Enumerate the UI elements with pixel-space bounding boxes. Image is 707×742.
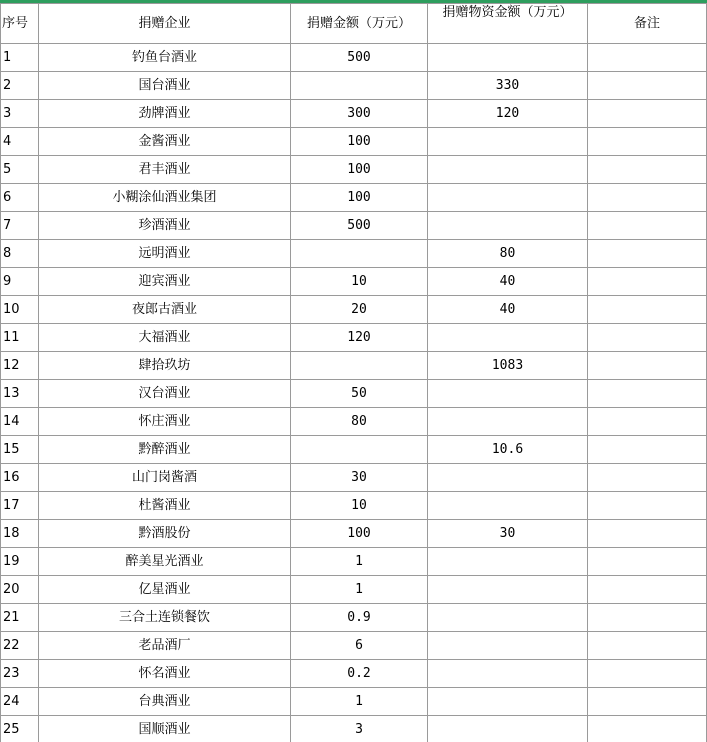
cell-note[interactable]: [588, 268, 707, 296]
cell-serial-number[interactable]: 12: [1, 352, 39, 380]
cell-serial-number[interactable]: 2: [1, 72, 39, 100]
cell-note[interactable]: [588, 604, 707, 632]
table-row: [1, 72, 707, 100]
cell-enterprise[interactable]: 迎宾酒业: [39, 268, 291, 296]
table-row: [1, 352, 707, 380]
table-row: [1, 436, 707, 464]
cell-material-amount[interactable]: [428, 604, 588, 632]
table-row: [1, 128, 707, 156]
cell-donation-amount[interactable]: [291, 240, 428, 268]
cell-material-amount[interactable]: [428, 184, 588, 212]
cell-serial-number[interactable]: 3: [1, 100, 39, 128]
cell-material-amount[interactable]: 40: [428, 296, 588, 324]
cell-note[interactable]: [588, 688, 707, 716]
cell-material-amount[interactable]: [428, 128, 588, 156]
cell-serial-number[interactable]: 15: [1, 436, 39, 464]
cell-donation-amount[interactable]: 10: [291, 268, 428, 296]
cell-note[interactable]: [588, 212, 707, 240]
cell-enterprise[interactable]: 汉台酒业: [39, 380, 291, 408]
cell-note[interactable]: [588, 576, 707, 604]
cell-donation-amount[interactable]: 50: [291, 380, 428, 408]
cell-serial-number[interactable]: 13: [1, 380, 39, 408]
cell-serial-number[interactable]: 25: [1, 716, 39, 742]
table-row: [1, 212, 707, 240]
table-row: [1, 604, 707, 632]
table-row: [1, 268, 707, 296]
cell-enterprise[interactable]: 夜郎古酒业: [39, 296, 291, 324]
cell-note[interactable]: [588, 296, 707, 324]
table-row: [1, 632, 707, 660]
table-row: [1, 576, 707, 604]
cell-serial-number[interactable]: 8: [1, 240, 39, 268]
cell-donation-amount[interactable]: 3: [291, 716, 428, 742]
cell-material-amount[interactable]: [428, 464, 588, 492]
cell-enterprise[interactable]: 杜酱酒业: [39, 492, 291, 520]
table-header: [1, 4, 707, 44]
cell-serial-number[interactable]: 6: [1, 184, 39, 212]
cell-enterprise[interactable]: 醉美星光酒业: [39, 548, 291, 576]
table-row: [1, 380, 707, 408]
table-row: [1, 100, 707, 128]
cell-material-amount[interactable]: 10.6: [428, 436, 588, 464]
cell-material-amount[interactable]: 40: [428, 268, 588, 296]
table-row: [1, 688, 707, 716]
table-row: [1, 660, 707, 688]
cell-enterprise[interactable]: 台典酒业: [39, 688, 291, 716]
cell-note[interactable]: [588, 436, 707, 464]
cell-donation-amount[interactable]: 10: [291, 492, 428, 520]
cell-enterprise[interactable]: 劲牌酒业: [39, 100, 291, 128]
cell-serial-number[interactable]: 22: [1, 632, 39, 660]
cell-note[interactable]: [588, 240, 707, 268]
cell-material-amount[interactable]: [428, 548, 588, 576]
cell-serial-number[interactable]: 4: [1, 128, 39, 156]
header-note[interactable]: 备注: [588, 4, 707, 44]
cell-material-amount[interactable]: [428, 408, 588, 436]
cell-enterprise[interactable]: 小糊涂仙酒业集团: [39, 184, 291, 212]
cell-enterprise[interactable]: 珍酒酒业: [39, 212, 291, 240]
cell-material-amount[interactable]: [428, 632, 588, 660]
cell-enterprise[interactable]: 三合土连锁餐饮: [39, 604, 291, 632]
cell-serial-number[interactable]: 10: [1, 296, 39, 324]
table-row: [1, 324, 707, 352]
cell-serial-number[interactable]: 16: [1, 464, 39, 492]
cell-note[interactable]: [588, 492, 707, 520]
table-row: [1, 492, 707, 520]
cell-enterprise[interactable]: 亿星酒业: [39, 576, 291, 604]
cell-material-amount[interactable]: [428, 156, 588, 184]
cell-material-amount[interactable]: [428, 688, 588, 716]
cell-donation-amount[interactable]: [291, 72, 428, 100]
cell-note[interactable]: [588, 660, 707, 688]
cell-material-amount[interactable]: [428, 212, 588, 240]
cell-serial-number[interactable]: 7: [1, 212, 39, 240]
cell-enterprise[interactable]: 怀庄酒业: [39, 408, 291, 436]
cell-donation-amount[interactable]: 120: [291, 324, 428, 352]
table-row: [1, 548, 707, 576]
cell-note[interactable]: [588, 100, 707, 128]
cell-note[interactable]: [588, 464, 707, 492]
table-row: [1, 716, 707, 742]
cell-donation-amount[interactable]: [291, 436, 428, 464]
cell-material-amount[interactable]: 330: [428, 72, 588, 100]
cell-donation-amount[interactable]: 1: [291, 576, 428, 604]
cell-serial-number[interactable]: 21: [1, 604, 39, 632]
header-enterprise[interactable]: 捐赠企业: [39, 4, 291, 44]
cell-material-amount[interactable]: 120: [428, 100, 588, 128]
cell-donation-amount[interactable]: [291, 352, 428, 380]
cell-material-amount[interactable]: [428, 716, 588, 742]
cell-enterprise[interactable]: 大福酒业: [39, 324, 291, 352]
cell-donation-amount[interactable]: 100: [291, 184, 428, 212]
cell-material-amount[interactable]: [428, 576, 588, 604]
table-row: [1, 156, 707, 184]
cell-donation-amount[interactable]: 20: [291, 296, 428, 324]
cell-material-amount[interactable]: [428, 44, 588, 72]
table-row: [1, 184, 707, 212]
cell-note[interactable]: [588, 380, 707, 408]
cell-material-amount[interactable]: [428, 660, 588, 688]
cell-note[interactable]: [588, 632, 707, 660]
cell-donation-amount[interactable]: 500: [291, 44, 428, 72]
cell-note[interactable]: [588, 548, 707, 576]
table-row: [1, 44, 707, 72]
cell-enterprise[interactable]: 肆拾玖坊: [39, 352, 291, 380]
cell-note[interactable]: [588, 324, 707, 352]
cell-note[interactable]: [588, 716, 707, 742]
cell-donation-amount[interactable]: 1: [291, 688, 428, 716]
cell-note[interactable]: [588, 44, 707, 72]
cell-note[interactable]: [588, 128, 707, 156]
cell-enterprise[interactable]: 金酱酒业: [39, 128, 291, 156]
header-material-amount[interactable]: 捐赠物资金额（万元）: [428, 4, 588, 44]
cell-note[interactable]: [588, 520, 707, 548]
cell-enterprise[interactable]: 老品酒厂: [39, 632, 291, 660]
cell-note[interactable]: [588, 184, 707, 212]
cell-serial-number[interactable]: 23: [1, 660, 39, 688]
cell-serial-number[interactable]: 17: [1, 492, 39, 520]
table-row: [1, 240, 707, 268]
header-donation-amount[interactable]: 捐赠金额（万元）: [291, 4, 428, 44]
cell-enterprise[interactable]: 国台酒业: [39, 72, 291, 100]
cell-material-amount[interactable]: [428, 492, 588, 520]
cell-note[interactable]: [588, 408, 707, 436]
table-row: [1, 296, 707, 324]
cell-donation-amount[interactable]: 100: [291, 128, 428, 156]
cell-serial-number[interactable]: 14: [1, 408, 39, 436]
cell-donation-amount[interactable]: 300: [291, 100, 428, 128]
cell-note[interactable]: [588, 156, 707, 184]
cell-enterprise[interactable]: 黔醉酒业: [39, 436, 291, 464]
table-row: [1, 464, 707, 492]
cell-serial-number[interactable]: 5: [1, 156, 39, 184]
cell-material-amount[interactable]: 30: [428, 520, 588, 548]
cell-serial-number[interactable]: 19: [1, 548, 39, 576]
cell-note[interactable]: [588, 352, 707, 380]
cell-donation-amount[interactable]: 100: [291, 520, 428, 548]
cell-material-amount[interactable]: [428, 380, 588, 408]
cell-serial-number[interactable]: 9: [1, 268, 39, 296]
cell-donation-amount[interactable]: 80: [291, 408, 428, 436]
donation-table: [0, 3, 707, 742]
cell-enterprise[interactable]: 怀名酒业: [39, 660, 291, 688]
table-row: [1, 408, 707, 436]
cell-material-amount[interactable]: [428, 324, 588, 352]
header-row: [1, 4, 707, 44]
cell-serial-number[interactable]: 11: [1, 324, 39, 352]
cell-enterprise[interactable]: 钓鱼台酒业: [39, 44, 291, 72]
cell-donation-amount[interactable]: 30: [291, 464, 428, 492]
cell-material-amount[interactable]: 80: [428, 240, 588, 268]
table-row: [1, 520, 707, 548]
cell-enterprise[interactable]: 君丰酒业: [39, 156, 291, 184]
cell-material-amount[interactable]: 1083: [428, 352, 588, 380]
cell-donation-amount[interactable]: 0.2: [291, 660, 428, 688]
table-body: [1, 44, 707, 742]
cell-donation-amount[interactable]: 6: [291, 632, 428, 660]
cell-donation-amount[interactable]: 0.9: [291, 604, 428, 632]
cell-donation-amount[interactable]: 1: [291, 548, 428, 576]
cell-enterprise[interactable]: 国顺酒业: [39, 716, 291, 742]
cell-serial-number[interactable]: 20: [1, 576, 39, 604]
cell-note[interactable]: [588, 72, 707, 100]
cell-serial-number[interactable]: 18: [1, 520, 39, 548]
cell-enterprise[interactable]: 山门岗酱酒: [39, 464, 291, 492]
cell-serial-number[interactable]: 24: [1, 688, 39, 716]
cell-donation-amount[interactable]: 500: [291, 212, 428, 240]
cell-enterprise[interactable]: 黔酒股份: [39, 520, 291, 548]
cell-serial-number[interactable]: 1: [1, 44, 39, 72]
cell-donation-amount[interactable]: 100: [291, 156, 428, 184]
header-serial-number[interactable]: 序号: [1, 4, 39, 44]
cell-enterprise[interactable]: 远明酒业: [39, 240, 291, 268]
